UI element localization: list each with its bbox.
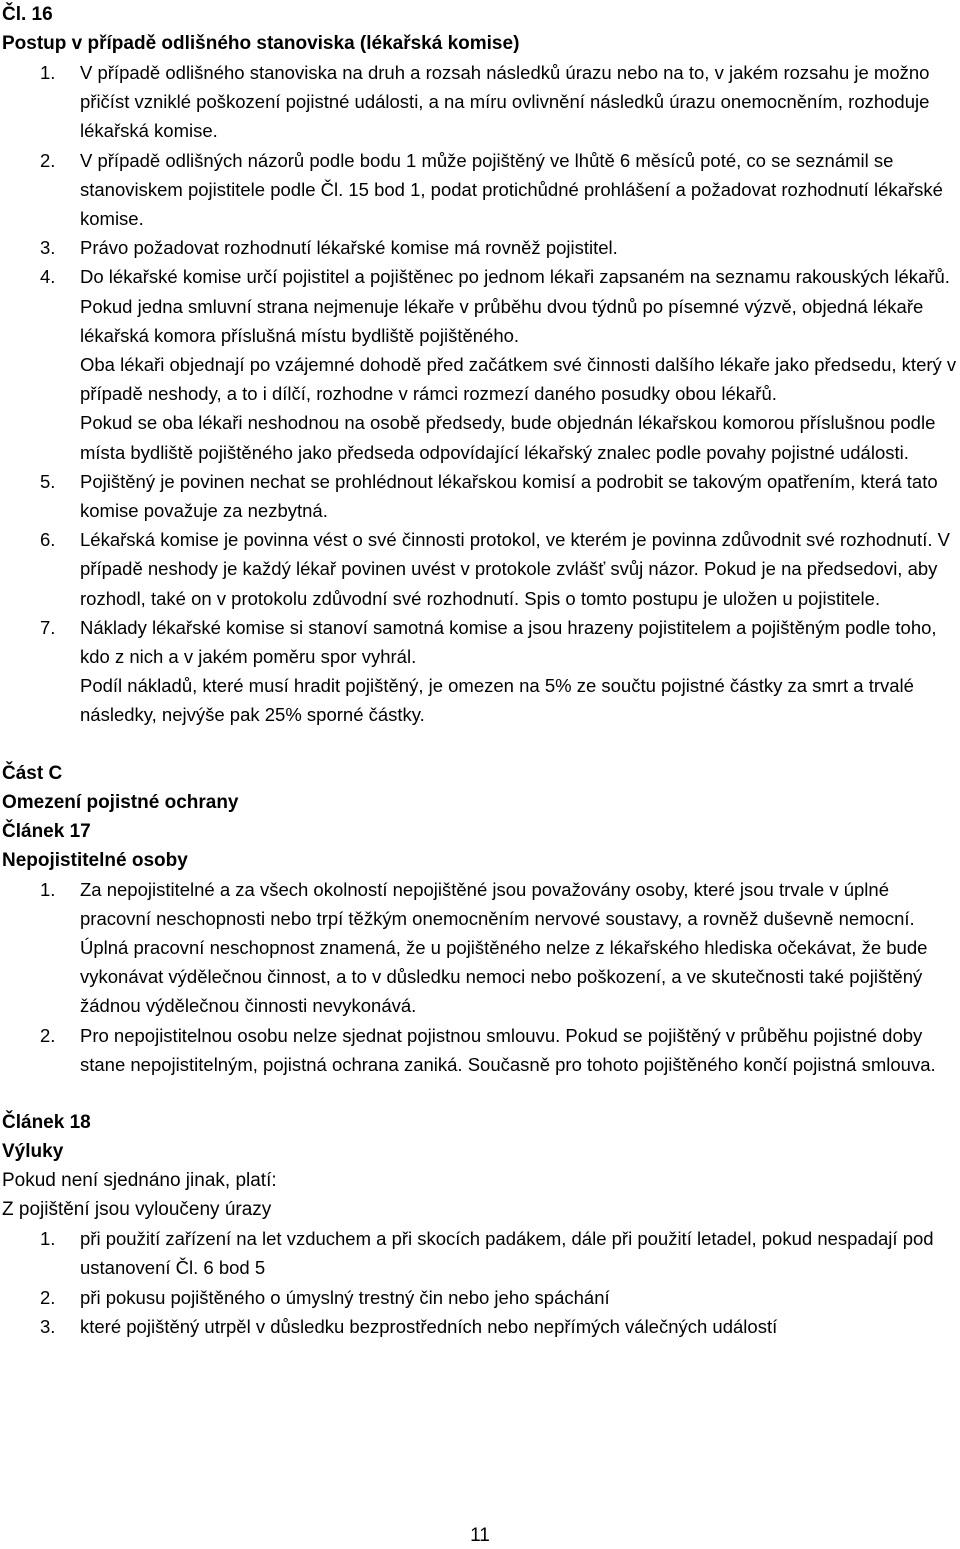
list-item-text: Do lékařské komise určí pojistitel a pojištěnec po jednom lékaři zapsaném na seznamu rakouských lékařů. Pokud jedna smluvní strana nejmenuje lékaře v průběhu dvou týdnů po písemné výzvě, objedná lékaře lékařská komora příslušná místu bydliště pojištěného.	[80, 266, 950, 346]
list-item-number: 1.	[40, 62, 56, 83]
list-item-text: Pro nepojistitelnou osobu nelze sjednat pojistnou smlouvu. Pokud se pojištěný v průběhu pojistné doby stane nepojistitelným, pojistná ochrana zaniká. Současně pro tohoto pojištěného končí pojistná smlouva.	[80, 1024, 936, 1075]
list-item	[0, 233, 960, 262]
section-gap	[0, 1079, 960, 1108]
list-item-number: 2.	[40, 149, 56, 171]
list-item-text: při použití zařízení na let vzduchem a při skocích padákem, dále při použití letadel, pokud nespadají pod ustanovení Čl. 6 bod 5	[80, 1228, 934, 1279]
article-17-list	[0, 875, 960, 1079]
article-16-title: Čl. 16	[2, 4, 53, 25]
part-c-subtitle: Omezení pojistné ochrany	[2, 791, 239, 813]
list-item	[0, 58, 960, 146]
article-17-title: Článek 17	[2, 820, 91, 842]
article-16-list	[0, 58, 960, 730]
article-18-intro-condition: Pokud není sjednáno jinak, platí:	[2, 1170, 277, 1192]
list-item-text: Pojištěný je povinen nechat se prohlédnout lékařskou komisí a podrobit se takovým opatřením, která tato komise považuje za nezbytná.	[80, 470, 938, 522]
list-item	[0, 525, 960, 613]
list-item	[0, 1312, 960, 1341]
list-item	[0, 146, 960, 234]
list-item	[0, 1283, 960, 1312]
list-item-number: 7.	[40, 616, 56, 638]
list-item-number: 5.	[40, 470, 56, 492]
list-item	[0, 875, 960, 1021]
list-item-number: 4.	[40, 266, 56, 288]
list-item	[0, 262, 960, 466]
list-item-number: 6.	[40, 529, 56, 551]
article-18-title: Článek 18	[2, 1112, 91, 1134]
list-item-number: 3.	[40, 1315, 56, 1337]
list-item-text: Za nepojistitelné a za všech okolností nepojištěné jsou považovány osoby, které jsou trvale v úplné pracovní neschopnosti nebo trpí těžkým onemocněním nervové soustavy, a rovněž duševně nemocní. Úplná pracovní neschopnost znamená, že u pojištěného nelze z lékařského hlediska očekávat, že bude vykonávat výdělečnou činnost, a to v důsledku nemoci nebo poškození, a ve skutečnosti také pojištěný žádnou výdělečnou činnosti nevykonává.	[80, 878, 928, 1017]
list-item-text: V případě odlišného stanoviska na druh a rozsah následků úrazu nebo na to, v jakém rozsahu je možno přičíst vzniklé poškození pojistné události, a na míru ovlivnění následků úrazu onemocněním, rozhoduje lékařská komise.	[80, 62, 930, 142]
list-item-number: 2.	[40, 1024, 56, 1046]
section-gap	[0, 730, 960, 759]
article-17-subtitle: Nepojistitelné osoby	[2, 849, 188, 871]
list-item	[0, 467, 960, 525]
list-item-number: 3.	[40, 237, 56, 259]
list-item-text: Náklady lékařské komise si stanoví samotná komise a jsou hrazeny pojistitelem a pojištěným podle toho, kdo z nich a v jakém poměru spor vyhrál.	[80, 616, 937, 668]
list-item-text: Lékařská komise je povinna vést o své činnosti protokol, ve kterém je povinna zdůvodnit své rozhodnutí. V případě neshody je každý lékař povinen uvést v protokole zvlášť svůj názor. Pokud je na předsedovi, aby rozhodl, také on v protokolu zdůvodní své rozhodnutí. Spis o tomto postupu je uložen u pojistitele.	[80, 529, 950, 609]
part-c-title: Část C	[2, 762, 63, 784]
article-18-subtitle: Výluky	[2, 1141, 64, 1163]
article-18-intro-exclusions: Z pojištění jsou vyloučeny úrazy	[2, 1199, 272, 1221]
list-item	[0, 613, 960, 730]
list-item-text: při pokusu pojištěného o úmyslný trestný čin nebo jeho spáchání	[80, 1286, 610, 1308]
list-item	[0, 1224, 960, 1282]
list-item-text: Pokud se oba lékaři neshodnou na osobě předsedy, bude objednán lékařskou komorou příslušnou podle místa bydliště pojištěného jako předseda odpovídající lékařský znalec podle povahy pojistné události.	[80, 412, 936, 463]
list-item-number: 1.	[40, 878, 56, 900]
article-16-subtitle: Postup v případě odlišného stanoviska (lékařská komise)	[2, 33, 520, 54]
list-item-number: 2.	[40, 1286, 56, 1308]
list-item-text: Oba lékaři objednají po vzájemné dohodě před začátkem své činnosti dalšího lékaře jako předsedu, který v případě neshody, a to i dílčí, rozhodne v rámci rozmezí daného posudky obou lékařů.	[80, 354, 957, 405]
list-item-text: Právo požadovat rozhodnutí lékařské komise má rovněž pojistitel.	[80, 237, 618, 259]
list-item-text: V případě odlišných názorů podle bodu 1 může pojištěný ve lhůtě 6 měsíců poté, co se seznámil se stanoviskem pojistitele podle Čl. 15 bod 1, podat protichůdné prohlášení a požadovat rozhodnutí lékařské komise.	[80, 149, 943, 230]
list-item-text: Podíl nákladů, které musí hradit pojištěný, je omezen na 5% ze součtu pojistné částky za smrt a trvalé následky, nejvýše pak 25% sporné částky.	[80, 675, 914, 726]
page-number: 11	[470, 1525, 490, 1546]
list-item-text: které pojištěný utrpěl v důsledku bezprostředních nebo nepřímých válečných událostí	[80, 1315, 778, 1337]
list-item-number: 1.	[40, 1228, 56, 1250]
article-18-list	[0, 1224, 960, 1341]
list-item	[0, 1021, 960, 1079]
